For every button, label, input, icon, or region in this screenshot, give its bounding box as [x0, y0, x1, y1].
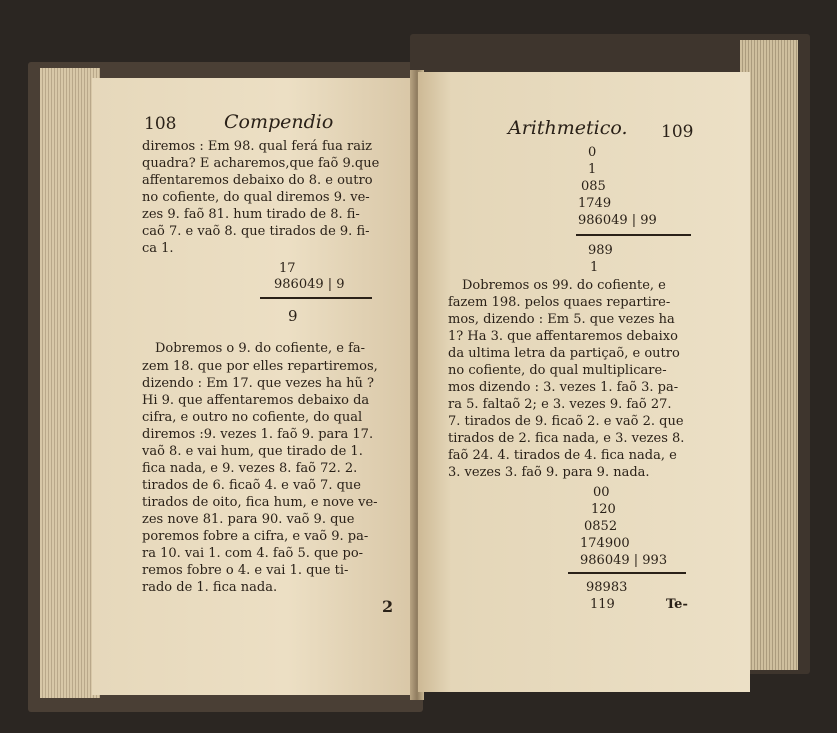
text-line: caõ 7. e vaõ 8. que tirados de 9. fi-	[142, 224, 370, 239]
running-head: Arithmetico.	[508, 117, 628, 139]
catchword: Te-	[666, 597, 688, 612]
calc-line: 1	[590, 260, 599, 275]
calc-line: 17	[279, 261, 296, 276]
text-line: tirados de 6. ficaõ 4. e vaõ 7. que	[142, 478, 361, 493]
text-line: ra 10. vai 1. com 4. faõ 5. que po-	[142, 546, 364, 561]
text-line: Dobremos o 9. do cofiente, e fa-	[155, 341, 366, 356]
text-line: faõ 24. 4. tirados de 4. fica nada, e	[448, 448, 677, 463]
text-line: dizendo : Em 17. que vezes ha hũ ?	[142, 376, 374, 391]
page-edges-left	[40, 68, 100, 698]
text-line: fica nada, e 9. vezes 8. faõ 72. 2.	[142, 461, 358, 476]
text-line: ca 1.	[142, 241, 174, 256]
left-page	[92, 78, 418, 695]
text-line: no cofiente, do qual multiplicare-	[448, 363, 667, 378]
text-line: Dobremos os 99. do cofiente, e	[462, 278, 666, 293]
text-line: 3. vezes 3. faõ 9. para 9. nada.	[448, 465, 650, 480]
text-line: cifra, e outro no cofiente, do qual	[142, 410, 363, 425]
calc-line: 1	[588, 162, 597, 177]
page-number: 108	[144, 114, 177, 134]
calc-line: 119	[590, 597, 615, 612]
calc-rule	[260, 297, 372, 299]
text-line: tirados de 2. fica nada, e 3. vezes 8.	[448, 431, 685, 446]
calc-line: 986049 | 99	[578, 213, 657, 228]
text-line: 7. tirados de 9. ficaõ 2. e vaõ 2. que	[448, 414, 684, 429]
text-line: 1? Ha 3. que affentaremos debaixo	[448, 329, 678, 344]
text-line: poremos fobre a cifra, e vaõ 9. pa-	[142, 529, 369, 544]
text-line: zes 9. faõ 81. hum tirado de 8. fi-	[142, 207, 360, 222]
right-page	[418, 72, 750, 692]
calc-rule	[568, 572, 686, 574]
text-line: zes nove 81. para 90. vaõ 9. que	[142, 512, 355, 527]
text-line: quadra? E acharemos,que faõ 9.que	[142, 156, 380, 171]
text-line: fazem 198. pelos quaes repartire-	[448, 295, 671, 310]
text-line: da ultima letra da partiçaõ, e outro	[448, 346, 680, 361]
text-line: vaõ 8. e vai hum, que tirado de 1.	[142, 444, 363, 459]
calc-line: 085	[581, 179, 606, 194]
text-line: diremos :9. vezes 1. faõ 9. para 17.	[142, 427, 374, 442]
calc-line: 0852	[584, 519, 618, 534]
text-line: remos fobre o 4. e vai 1. que ti-	[142, 563, 349, 578]
text-line: ra 5. faltaõ 2; e 3. vezes 9. faõ 27.	[448, 397, 672, 412]
text-line: no cofiente, do qual diremos 9. ve-	[142, 190, 370, 205]
text-line: diremos : Em 98. qual ferá fua raiz	[142, 139, 372, 154]
text-line: zem 18. que por elles repartiremos,	[142, 359, 378, 374]
text-line: Hi 9. que affentaremos debaixo da	[142, 393, 370, 408]
calc-line: 0	[588, 145, 597, 160]
calc-line: 120	[591, 502, 616, 517]
calc-line: 989	[588, 243, 613, 258]
calc-line: 98983	[586, 580, 628, 595]
text-line: rado de 1. fica nada.	[142, 580, 278, 595]
signature-mark: 2	[382, 597, 394, 616]
calc-rule	[576, 234, 691, 236]
text-line: affentaremos debaixo do 8. e outro	[142, 173, 373, 188]
text-line: mos dizendo : 3. vezes 1. faõ 3. pa-	[448, 380, 679, 395]
calc-line: 986049 | 9	[274, 277, 345, 292]
running-head: Compendio	[224, 111, 334, 133]
calc-line: 9	[288, 307, 298, 325]
page-number: 109	[661, 122, 694, 142]
text-line: mos, dizendo : Em 5. que vezes ha	[448, 312, 675, 327]
calc-line: 00	[593, 485, 610, 500]
text-line: tirados de oito, fica hum, e nove ve-	[142, 495, 378, 510]
calc-line: 174900	[580, 536, 630, 551]
calc-line: 986049 | 993	[580, 553, 668, 568]
calc-line: 1749	[578, 196, 612, 211]
